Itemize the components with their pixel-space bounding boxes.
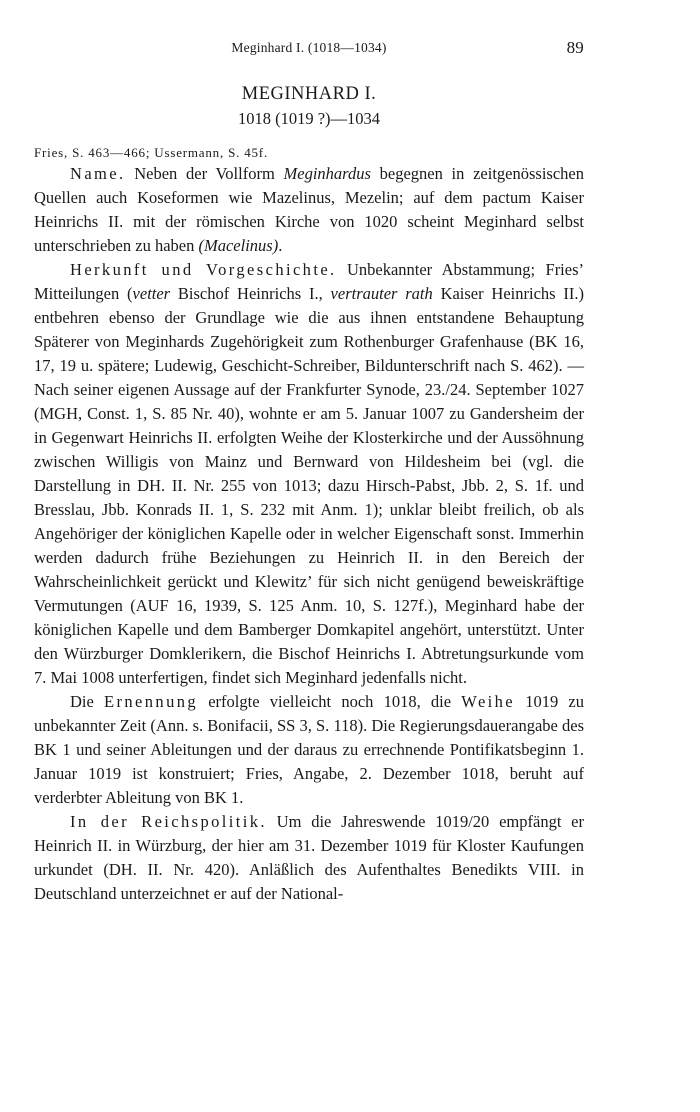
section-heading-herkunft: Herkunft und Vorgeschichte. [70, 260, 337, 279]
section-heading-reichspolitik: In der Reichspolitik. [70, 812, 267, 831]
running-title: Meginhard I. (1018—1034) [231, 40, 387, 55]
section-herkunft [34, 258, 584, 690]
section-heading-ernennung: Ernennung [104, 692, 199, 711]
ernennung-text-2: 1019 zu unbekannter Zeit (Ann. s. Bonifacii, SS 3, S. 118). Die Regierungsdauerangabe des BK 1 und seiner Ableitungen und der daraus zu errechnende Pontifikatsbeginn 1. Januar 1019 ist konstruiert; Fries, Angabe, 2. Dezember 1018, beruht auf verderbter Ableitung von BK 1. [34, 692, 585, 807]
section-reichspolitik [34, 810, 584, 906]
name-italic-2: (Macelinus) [198, 236, 279, 255]
ernennung-text-1: erfolgte vielleicht noch 1018, die [198, 692, 462, 711]
name-text-2: begegnen in zeitgenössischen Quellen auch Koseformen wie Mazelinus, Mezelin; auf dem pactum Kaiser Heinrichs II. mit der römischen Kirche von 1020 scheint Meginhard selbst unterschrieben zu haben [34, 164, 584, 255]
name-text-1: Neben der Vollform [125, 164, 284, 183]
name-italic-1: Meginhardus [283, 164, 371, 183]
book-page [34, 38, 584, 906]
herkunft-italic-2: vertrauter rath [330, 284, 433, 303]
name-text-3: . [278, 236, 283, 255]
entry-title: MEGINHARD I. [241, 84, 377, 104]
page-number: 89 [566, 38, 584, 57]
reichspolitik-text-1: Um die Jahreswende 1019/20 empfängt er Heinrich II. in Würzburg, der hier am 31. Dezember 1019 für Kloster Kaufungen urkundet (DH. II. Nr. 420). Anläßlich des Aufenthaltes Benedikts VIII. in Deutschland unterzeichnet er auf der National- [34, 812, 584, 903]
sources-line: Fries, S. 463—466; Ussermann, S. 45f. [34, 145, 268, 160]
section-heading-weihe: Weihe [461, 692, 516, 711]
herkunft-text-2: Bischof Heinrichs I., [170, 284, 331, 303]
section-heading-name: Name. [70, 164, 126, 183]
running-head [34, 38, 584, 62]
herkunft-italic-1: vetter [132, 284, 171, 303]
herkunft-text-1: Unbekannter Abstammung; Fries’ Mitteilungen ( [34, 260, 585, 303]
section-name [34, 162, 584, 258]
section-ernennung [34, 690, 584, 810]
ernennung-pre: Die [70, 692, 105, 711]
entry-dates: 1018 (1019 ?)—1034 [237, 109, 381, 128]
herkunft-text-3: Kaiser Heinrichs II.) entbehren ebenso der Grundlage wie die aus ihnen entstandene Behauptung Späterer von Meginhards Zugehörigkeit zum Rothenburger Grafenhause (BK 16, 17, 19 u. spätere; Ludewig, Geschicht-Schreiber, Bildunterschrift nach S. 462). — Nach seiner eigenen Aussage auf der Frankfurter Synode, 23./24. September 1027 (MGH, Const. 1, S. 85 Nr. 40), wohnte er am 5. Januar 1007 zu Gandersheim der in Gegenwart Heinrichs II. erfolgten Weihe der Klosterkirche und der Aussöhnung zwischen Willigis von Mainz und Bernward von Hildesheim bei (vgl. die Darstellung in DH. II. Nr. 255 von 1013; dazu Hirsch-Pabst, Jbb. 2, S. 1f. und Bresslau, Jbb. Konrads II. 1, S. 232 mit Anm. 1); unklar bleibt freilich, ob als Angehöriger der königlichen Kapelle oder in welcher Eigenschaft sonst. Immerhin werden dadurch frühe Beziehungen zu Heinrich II. in den Bereich der Wahrscheinlichkeit gerückt und Klewitz’ für sich nicht genügend beweiskräftige Vermutungen (AUF 16, 1939, S. 125 Anm. 10, S. 127f.), Meginhard habe der königlichen Kapelle und dem Bamberger Domkapitel angehört, unterstützt. Unter den Würzburger Domklerikern, die Bischof Heinrichs I. Abtretungsurkunde vom 7. Mai 1008 unterfertigen, findet sich Meginhard jedenfalls nicht. [34, 284, 584, 687]
